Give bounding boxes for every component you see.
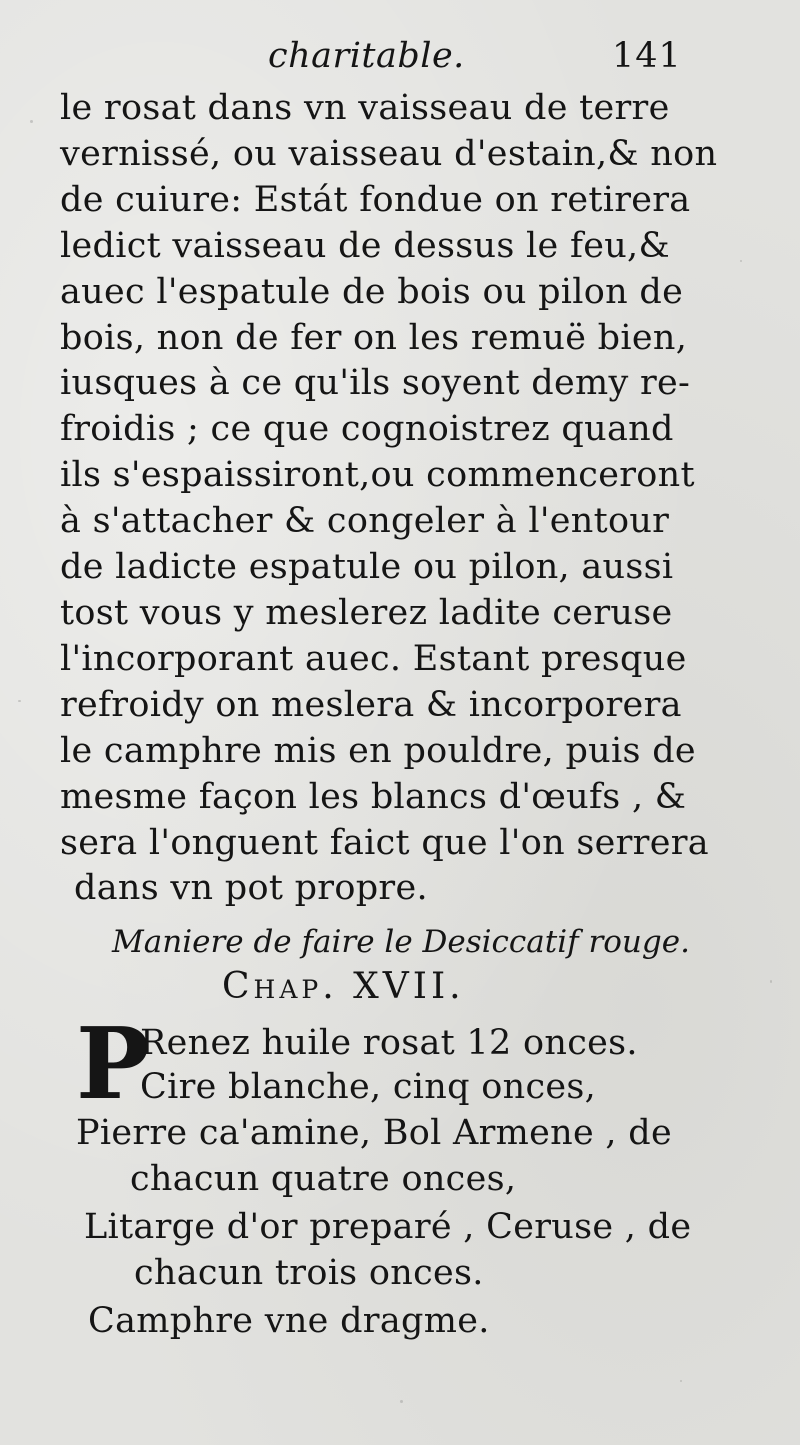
- text-line: refroidy on meslera & incorporera: [60, 684, 682, 725]
- text-line: le camphre mis en pouldre, puis de: [60, 730, 696, 771]
- text-line: sera l'onguent faict que l'on serrera: [60, 822, 709, 863]
- text-line: iusques à ce qu'ils soyent demy re-: [60, 363, 691, 404]
- recipe-line: Litarge d'or preparé , Ceruse , de: [84, 1207, 692, 1247]
- recipe-line: Camphre vne dragme.: [88, 1301, 490, 1341]
- recipe-line: chacun trois onces.: [134, 1253, 484, 1293]
- body-text: [60, 86, 750, 912]
- section-subheading: Maniere de faire le Desiccatif rouge.: [112, 924, 690, 960]
- running-head: charitable.: [268, 36, 465, 76]
- paper-speck: [18, 700, 21, 702]
- text-line: auec l'espatule de bois ou pilon de: [60, 271, 684, 312]
- text-line: à s'attacher & congeler à l'entour: [60, 501, 670, 542]
- text-line: ledict vaisseau de dessus le feu,&: [60, 225, 670, 266]
- text-line: le rosat dans vn vaisseau de terre: [60, 88, 670, 128]
- text-line: l'incorporant auec. Estant presque: [60, 638, 687, 679]
- paper-speck: [400, 1400, 403, 1403]
- text-line: vernissé, ou vaisseau d'estain,& non: [60, 133, 718, 174]
- text-line: tost vous y meslerez ladite ceruse: [60, 592, 673, 633]
- text-line: dans vn pot propre.: [74, 868, 428, 909]
- recipe-line: Pierre ca'amine, Bol Armene , de: [76, 1113, 672, 1153]
- page-number: 141: [612, 36, 682, 76]
- recipe-line: chacun quatre onces,: [130, 1159, 517, 1199]
- text-line: bois, non de fer on les remuë bien,: [60, 317, 688, 358]
- chapter-heading: [222, 966, 465, 1007]
- recipe-line: Renez huile rosat 12 onces.: [140, 1023, 638, 1063]
- text-line: ils s'espaissiront,ou commenceront: [60, 455, 695, 496]
- text-line: de cuiure: Estát fondue on retirera: [60, 179, 691, 220]
- recipe-line: Cire blanche, cinq onces,: [140, 1067, 597, 1107]
- paper-speck: [30, 120, 33, 123]
- paper-speck: [680, 1380, 682, 1382]
- paper-speck: [770, 980, 772, 983]
- text-line: froidis ; ce que cognoistrez quand: [60, 409, 674, 450]
- chapter-label: Chap. XVII.: [222, 966, 465, 1007]
- drop-cap: P: [76, 1007, 150, 1122]
- text-line: mesme façon les blancs d'œufs , &: [60, 776, 687, 817]
- text-line: de ladicte espatule ou pilon, aussi: [60, 547, 674, 588]
